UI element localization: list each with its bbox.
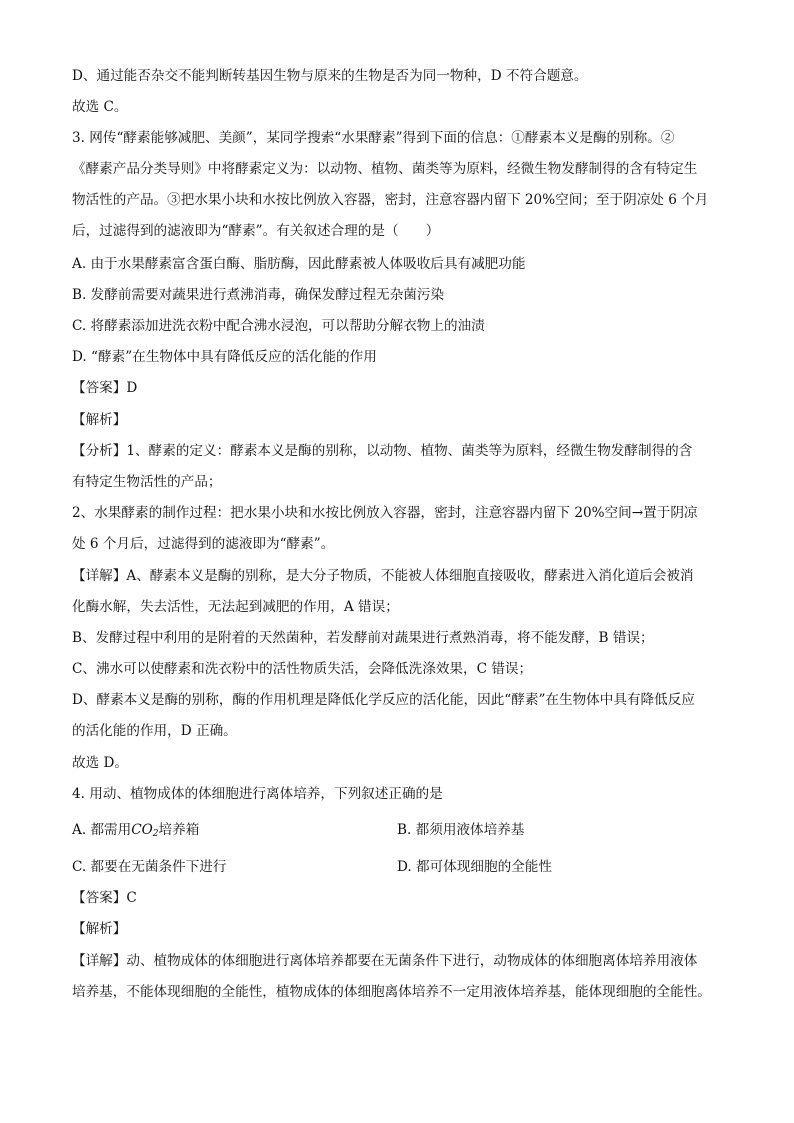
q4-stem: 4. 用动、植物成体的体细胞进行离体培养，下列叙述正确的是 bbox=[72, 786, 443, 802]
co2-symbol: CO bbox=[131, 822, 153, 838]
q3-option-a: A. 由于水果酵素富含蛋白酶、脂肪酶，因此酵素被人体吸收后具有减肥功能 bbox=[72, 256, 526, 272]
q3-stem-line-2: 《酵素产品分类导则》中将酵素定义为：以动物、植物、菌类等为原料，经微生物发酵制得的含有特定生 bbox=[72, 161, 698, 177]
q3-conclusion: 故选 D。 bbox=[72, 755, 129, 771]
prev-option-d-explanation: D、通过能否杂交不能判断转基因生物与原来的生物是否为同一物种，D 不符合题意。 bbox=[72, 68, 588, 84]
q3-detail-line-2: 化酶水解，失去活性，无法起到减肥的作用，A 错误； bbox=[72, 599, 399, 615]
q3-analysis-line-3: 2、水果酵素的制作过程：把水果小块和水按比例放入容器，密封，注意容器内留下 20%空间→置于阴凉 bbox=[72, 505, 698, 521]
q3-stem-line-3: 物活性的产品。③把水果小块和水按比例放入容器，密封，注意容器内留下 20%空间；至于阴凉处 6 个月 bbox=[72, 192, 709, 208]
q4-option-b: B. 都须用液体培养基 bbox=[397, 822, 525, 838]
q3-analysis-heading: 【解析】 bbox=[72, 412, 127, 428]
q4-option-a-prefix: A. 都需用 bbox=[72, 822, 132, 838]
q4-answer: 【答案】C bbox=[72, 890, 137, 906]
q4-option-a-suffix: 培养箱 bbox=[158, 822, 200, 838]
prev-conclusion: 故选 C。 bbox=[72, 99, 128, 115]
q4-detail-line-2: 培养基，不能体现细胞的全能性，植物成体的体细胞离体培养不一定用液体培养基，能体现细胞的全能性。 bbox=[72, 984, 711, 1000]
q3-stem-line-1: 3. 网传“酵素能够减肥、美颜”，某同学搜索“水果酵素”得到下面的信息：①酵素本义是酶的别称。② bbox=[72, 130, 675, 146]
co2-formula bbox=[131, 822, 158, 838]
q4-option-d: D. 都可体现细胞的全能性 bbox=[397, 859, 552, 875]
q3-analysis-line-2: 有特定生物活性的产品； bbox=[72, 474, 222, 490]
q3-stem-line-4: 后，过滤得到的滤液即为“酵素”。有关叙述合理的是（ ） bbox=[72, 223, 440, 239]
q4-option-a bbox=[72, 820, 199, 844]
q3-answer: 【答案】D bbox=[72, 380, 138, 396]
q3-detail-line-1: 【详解】A、酵素本义是酶的别称，是大分子物质，不能被人体细胞直接吸收，酵素进入消化道后会被消 bbox=[72, 568, 694, 584]
q3-option-c: C. 将酵素添加进洗衣粉中配合沸水浸泡，可以帮助分解衣物上的油渍 bbox=[72, 318, 485, 334]
q3-detail-line-4: C、沸水可以使酵素和洗衣粉中的活性物质失活，会降低洗涤效果，C 错误； bbox=[72, 661, 533, 677]
q3-detail-line-3: B、发酵过程中利用的是附着的天然菌种，若发酵前对蔬果进行煮熟消毒，将不能发酵，B 错误； bbox=[72, 630, 654, 646]
q3-detail-line-5: D、酵素本义是酶的别称，酶的作用机理是降低化学反应的活化能，因此“酵素”在生物体中具有降低反应 bbox=[72, 692, 695, 708]
q3-option-d: D. “酵素”在生物体中具有降低反应的活化能的作用 bbox=[72, 349, 377, 365]
q3-analysis-line-4: 处 6 个月后，过滤得到的滤液即为“酵素”。 bbox=[72, 536, 335, 552]
q4-detail-line-1: 【详解】动、植物成体的体细胞进行离体培养都要在无菌条件下进行，动物成体的体细胞离体培养用液体 bbox=[72, 953, 698, 969]
q3-detail-line-6: 的活化能的作用，D 正确。 bbox=[72, 723, 237, 739]
q3-analysis-line-1: 【分析】1、酵素的定义：酵素本义是酶的别称，以动物、植物、菌类等为原料，经微生物发酵制得的含 bbox=[72, 443, 693, 459]
q3-option-b: B. 发酵前需要对蔬果进行煮沸消毒，确保发酵过程无杂菌污染 bbox=[72, 287, 445, 303]
co2-subscript: 2 bbox=[152, 829, 159, 839]
q4-analysis-heading: 【解析】 bbox=[72, 921, 127, 937]
q4-option-c: C. 都要在无菌条件下进行 bbox=[72, 859, 227, 875]
